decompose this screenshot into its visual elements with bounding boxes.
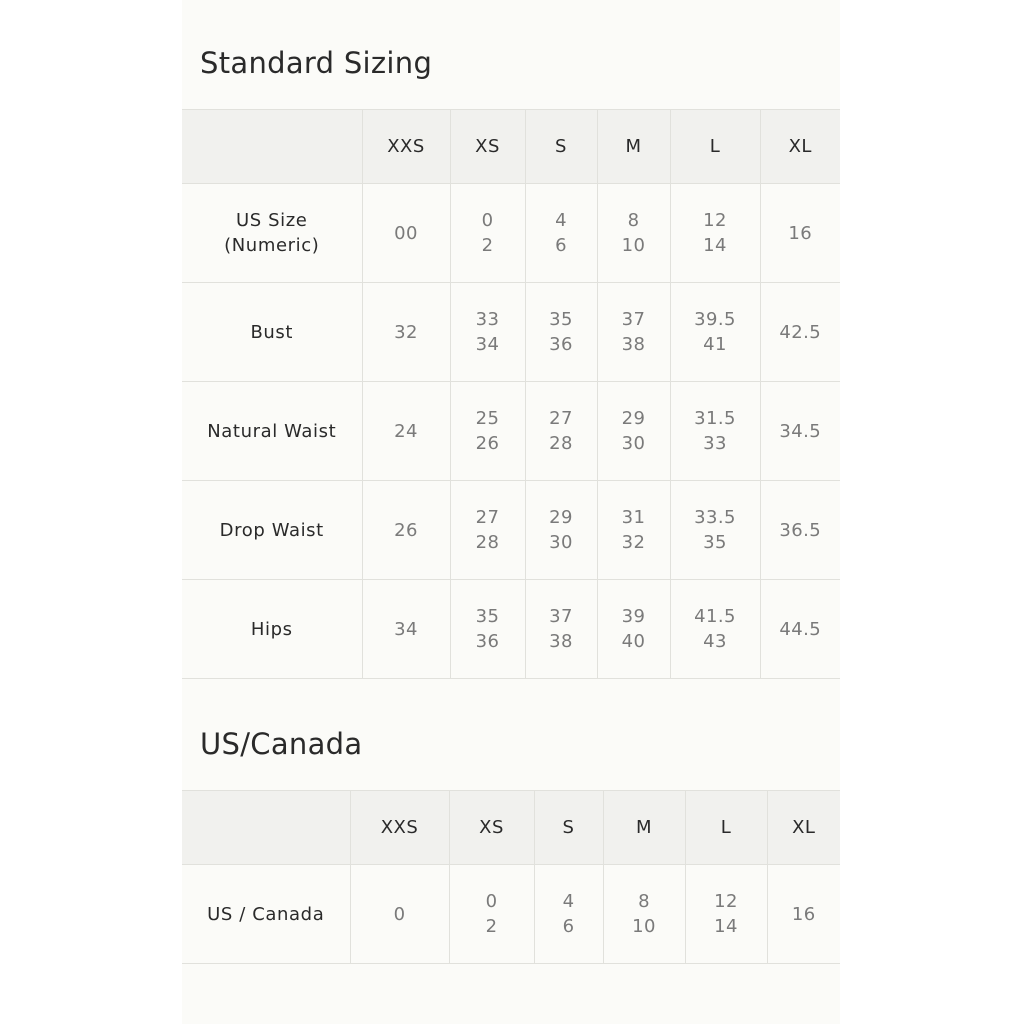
size-value: 16 bbox=[788, 222, 813, 244]
size-value-cell bbox=[685, 865, 767, 964]
size-value-cell bbox=[597, 184, 670, 283]
size-value: 34 bbox=[475, 334, 500, 355]
size-value: 0 bbox=[393, 903, 406, 925]
column-header: S bbox=[534, 791, 603, 865]
size-value: 34.5 bbox=[779, 420, 822, 442]
size-value-cell bbox=[597, 382, 670, 481]
corner-cell bbox=[182, 110, 362, 184]
size-value: 4 bbox=[555, 210, 567, 231]
row-label-line: Bust bbox=[250, 321, 294, 343]
table-row bbox=[182, 283, 840, 382]
row-label bbox=[182, 184, 362, 283]
size-value-cell bbox=[525, 481, 597, 580]
size-value: 38 bbox=[621, 334, 646, 355]
size-value-cell bbox=[760, 580, 840, 679]
standard-sizing-title: Standard Sizing bbox=[200, 46, 433, 80]
column-header: XL bbox=[767, 791, 840, 865]
row-label bbox=[182, 382, 362, 481]
size-value: 2 bbox=[485, 916, 498, 937]
size-value-cell bbox=[362, 184, 450, 283]
size-value: 36 bbox=[549, 334, 573, 355]
size-value: 31 bbox=[621, 507, 646, 528]
size-value-cell bbox=[670, 580, 760, 679]
size-value: 26 bbox=[475, 433, 500, 454]
table-row bbox=[182, 580, 840, 679]
table-row bbox=[182, 481, 840, 580]
size-value: 29 bbox=[549, 507, 573, 528]
row-label-line: US / Canada bbox=[207, 903, 325, 925]
size-value-cell bbox=[450, 382, 525, 481]
column-header: XL bbox=[760, 110, 840, 184]
size-value-cell bbox=[597, 283, 670, 382]
size-value-cell bbox=[670, 283, 760, 382]
size-value: 2 bbox=[481, 235, 494, 256]
size-value-cell bbox=[760, 382, 840, 481]
size-value: 37 bbox=[621, 309, 646, 330]
corner-cell bbox=[182, 791, 350, 865]
size-value: 35 bbox=[475, 606, 500, 627]
column-header: M bbox=[603, 791, 685, 865]
header-row bbox=[182, 110, 840, 184]
us-canada-title: US/Canada bbox=[200, 727, 363, 761]
size-value: 0 bbox=[481, 210, 494, 231]
size-value: 35 bbox=[549, 309, 573, 330]
size-value-cell bbox=[670, 481, 760, 580]
size-value-cell bbox=[450, 184, 525, 283]
size-value: 33 bbox=[703, 433, 727, 454]
size-value: 0 bbox=[485, 891, 498, 912]
size-value: 25 bbox=[475, 408, 500, 429]
size-value: 30 bbox=[621, 433, 646, 454]
size-value: 35 bbox=[703, 532, 727, 553]
column-header: XXS bbox=[362, 110, 450, 184]
size-value-cell bbox=[767, 865, 840, 964]
size-value: 6 bbox=[562, 916, 575, 937]
column-header: XS bbox=[450, 110, 525, 184]
size-value-cell bbox=[525, 184, 597, 283]
size-value-cell bbox=[670, 184, 760, 283]
size-value: 31.5 bbox=[694, 408, 736, 429]
size-value-cell bbox=[760, 283, 840, 382]
size-value-cell bbox=[603, 865, 685, 964]
table-row bbox=[182, 184, 840, 283]
table-row bbox=[182, 382, 840, 481]
row-label-line: Drop Waist bbox=[219, 519, 324, 541]
size-value: 36.5 bbox=[779, 519, 822, 541]
size-value-cell bbox=[525, 283, 597, 382]
size-value: 32 bbox=[621, 532, 646, 553]
size-value: 39.5 bbox=[694, 309, 736, 330]
table-body bbox=[182, 184, 840, 679]
size-value: 14 bbox=[714, 916, 738, 937]
size-value-cell bbox=[350, 865, 449, 964]
size-value: 27 bbox=[549, 408, 573, 429]
size-value: 40 bbox=[621, 631, 646, 652]
size-value: 34 bbox=[394, 618, 418, 640]
size-value: 12 bbox=[714, 891, 738, 912]
size-value-cell bbox=[362, 580, 450, 679]
size-chart-panel bbox=[182, 0, 840, 1024]
size-value: 41 bbox=[703, 334, 727, 355]
size-value: 10 bbox=[621, 235, 646, 256]
size-value: 16 bbox=[791, 903, 816, 925]
size-value: 37 bbox=[549, 606, 573, 627]
size-value: 12 bbox=[703, 210, 727, 231]
size-value: 10 bbox=[632, 916, 656, 937]
size-value: 38 bbox=[549, 631, 573, 652]
size-value: 33.5 bbox=[694, 507, 736, 528]
size-value-cell bbox=[362, 283, 450, 382]
column-header: XXS bbox=[350, 791, 449, 865]
size-value-cell bbox=[525, 382, 597, 481]
size-value-cell bbox=[450, 481, 525, 580]
size-value-cell bbox=[449, 865, 534, 964]
size-value-cell bbox=[597, 481, 670, 580]
size-value: 00 bbox=[394, 222, 418, 244]
us-canada-table bbox=[182, 790, 840, 964]
size-value: 8 bbox=[638, 891, 650, 912]
size-value-cell bbox=[760, 184, 840, 283]
size-value: 43 bbox=[703, 631, 727, 652]
row-label-line: (Numeric) bbox=[224, 235, 320, 256]
size-value: 8 bbox=[627, 210, 640, 231]
size-value: 36 bbox=[475, 631, 500, 652]
size-value-cell bbox=[670, 382, 760, 481]
size-value: 29 bbox=[621, 408, 646, 429]
size-value: 6 bbox=[555, 235, 567, 256]
row-label-line: Hips bbox=[250, 618, 293, 640]
size-value-cell bbox=[760, 481, 840, 580]
column-header: S bbox=[525, 110, 597, 184]
size-value: 26 bbox=[394, 519, 418, 541]
size-value: 39 bbox=[621, 606, 646, 627]
row-label bbox=[182, 865, 350, 964]
size-value: 28 bbox=[475, 532, 500, 553]
row-label-line: US Size bbox=[236, 210, 308, 231]
table-row bbox=[182, 865, 840, 964]
column-header: XS bbox=[449, 791, 534, 865]
column-header: L bbox=[685, 791, 767, 865]
table-body bbox=[182, 865, 840, 964]
row-label-line: Natural Waist bbox=[207, 420, 337, 442]
size-value-cell bbox=[362, 382, 450, 481]
size-value-cell bbox=[534, 865, 603, 964]
row-label bbox=[182, 283, 362, 382]
size-value: 33 bbox=[475, 309, 500, 330]
row-label bbox=[182, 481, 362, 580]
standard-sizing-table bbox=[182, 109, 840, 679]
size-value: 41.5 bbox=[694, 606, 736, 627]
size-value-cell bbox=[362, 481, 450, 580]
size-value: 44.5 bbox=[779, 618, 822, 640]
size-value: 4 bbox=[562, 891, 575, 912]
size-value: 27 bbox=[475, 507, 500, 528]
size-value: 24 bbox=[394, 420, 418, 442]
header-row bbox=[182, 791, 840, 865]
size-value-cell bbox=[450, 580, 525, 679]
size-value-cell bbox=[450, 283, 525, 382]
column-header: L bbox=[670, 110, 760, 184]
size-value-cell bbox=[597, 580, 670, 679]
size-value: 32 bbox=[394, 321, 418, 343]
size-value: 30 bbox=[549, 532, 573, 553]
row-label bbox=[182, 580, 362, 679]
size-value-cell bbox=[525, 580, 597, 679]
size-value: 14 bbox=[703, 235, 727, 256]
size-value: 28 bbox=[549, 433, 573, 454]
column-header: M bbox=[597, 110, 670, 184]
size-value: 42.5 bbox=[779, 321, 822, 343]
